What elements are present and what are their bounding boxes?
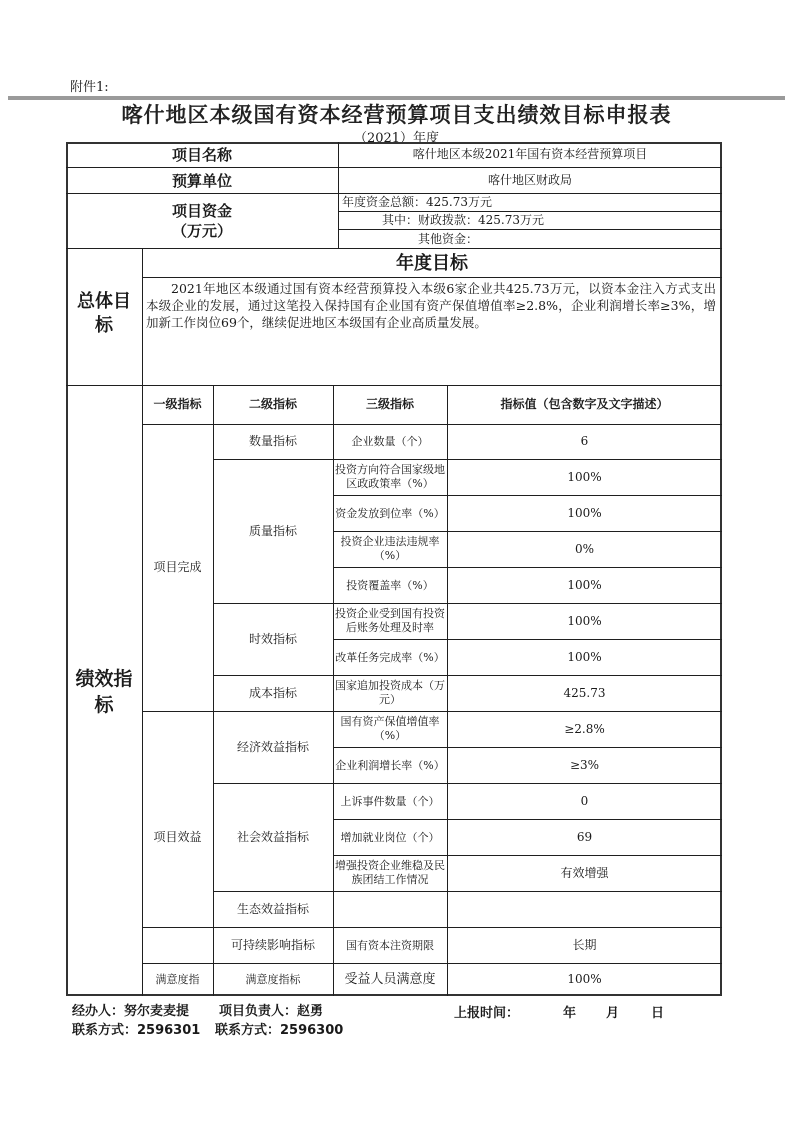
value-cell: 100%: [567, 613, 602, 628]
row-line: [338, 211, 722, 212]
goal-text: 2021年地区本级通过国有资本经营预算投入本级6家企业共425.73万元，以资本金注入方式支出本级企业的发展，通过这笔投入保持国有企业国有资产保值增值率≥2.8%，企业利润增长率≥3%，增加新工作岗位69个，继续促进地区本级国有企业高质量发展。: [146, 281, 716, 330]
goal-heading: 年度目标: [396, 252, 468, 274]
value-cell: 100%: [567, 577, 602, 592]
value-cell: 425.73: [563, 685, 606, 700]
row-line: [338, 229, 722, 230]
report-month: 月: [606, 1006, 620, 1021]
value-cell: 0: [580, 793, 589, 808]
indicators-side-label-line2: 标: [94, 694, 114, 716]
l2-social: 社会效益指标: [236, 829, 309, 844]
col-header-l3: 三级指标: [365, 397, 414, 411]
value-cell: 100%: [567, 972, 602, 986]
l3-cell: 改革任务完成率（%）: [335, 650, 445, 664]
value-cell: 100%: [567, 649, 602, 664]
goal-side-label: [66, 290, 142, 338]
col-header-value: 指标值（包含数字及文字描述）: [500, 397, 669, 411]
col-header-l1: 一级指标: [153, 397, 202, 411]
year-line: （2021）年度: [353, 131, 440, 146]
report-day: 日: [651, 1006, 665, 1021]
page-title: 喀什地区本级国有资本经营预算项目支出绩效目标申报表: [121, 103, 672, 127]
contact-2: 联系方式：2596300: [215, 1023, 344, 1038]
project-name-label: 项目名称: [171, 146, 232, 164]
l2-ecological: 生态效益指标: [236, 901, 309, 916]
l3-cell: 受益人员满意度: [344, 972, 436, 987]
value-cell: 100%: [567, 505, 602, 520]
value-cell: 69: [576, 829, 593, 844]
funds-total: 年度资金总额：425.73万元: [342, 195, 492, 209]
goal-side-label-line2: 标: [95, 315, 113, 336]
l3-cell: 投资覆盖率（%）: [346, 578, 434, 592]
project-lead: 项目负责人：赵勇: [219, 1004, 324, 1019]
l3-cell: 国有资本注资期限: [346, 938, 434, 952]
report-year: 年: [563, 1006, 577, 1021]
value-cell: 6: [580, 434, 589, 448]
l3-cell: 企业数量（个）: [351, 435, 429, 448]
funds-label: [66, 201, 338, 241]
attachment-label: 附件1:: [70, 80, 109, 95]
value-cell: [447, 891, 722, 927]
funds-fiscal: 其中：财政拨款：425.73万元: [382, 213, 544, 227]
value-cell: 0%: [574, 541, 595, 556]
l3-cell: 企业利润增长率（%）: [335, 758, 445, 772]
l2-satisfaction: 满意度指标: [245, 973, 301, 986]
l3-cell: 增强投资企业维稳及民族团结工作情况: [335, 859, 445, 886]
contact-1: 联系方式：2596301: [72, 1023, 201, 1038]
row-line: [66, 193, 722, 194]
funds-other: 其他资金：: [418, 232, 479, 246]
row-line: [142, 277, 722, 278]
funds-label-line2: （万元）: [171, 222, 232, 240]
budget-unit-label: 预算单位: [171, 171, 232, 190]
l3-cell: 投资方向符合国家级地区政政策率（%）: [335, 463, 445, 490]
budget-unit-value: 喀什地区财政局: [487, 172, 572, 187]
col-header-l2: 二级指标: [248, 397, 297, 411]
l2-timeliness: 时效指标: [248, 631, 297, 646]
l3-cell: 投资企业违法违规率（%）: [340, 535, 440, 562]
indicators-side-label-line1: 绩效指: [75, 668, 133, 690]
l2-economic: 经济效益指标: [236, 739, 309, 754]
l3-cell: 增加就业岗位（个）: [340, 830, 440, 844]
l2-sustainable: 可持续影响指标: [230, 937, 315, 952]
l3-cell: 上诉事件数量（个）: [340, 794, 440, 808]
value-cell: 100%: [567, 469, 602, 484]
project-name-value: 喀什地区本级2021年国有资本经营预算项目: [412, 147, 648, 161]
indicators-side-label: [66, 666, 142, 718]
l1-benefit: 项目效益: [153, 829, 202, 844]
l3-cell: 国家追加投资成本（万元）: [335, 679, 445, 706]
value-cell: ≥2.8%: [564, 721, 605, 736]
l3-cell: 资金发放到位率（%）: [335, 506, 445, 520]
row-line: [66, 248, 722, 249]
l3-cell: 投资企业受到国有投资后账务处理及时率: [335, 607, 445, 634]
goal-side-label-line1: 总体目: [77, 291, 131, 312]
l2-quality: 质量指标: [248, 523, 297, 538]
l1-completion: 项目完成: [153, 560, 202, 574]
l1-satisfaction: 满意度指: [155, 973, 200, 986]
report-time: 上报时间：: [454, 1006, 520, 1021]
l2-cost: 成本指标: [248, 685, 297, 700]
value-cell: 长期: [572, 937, 597, 952]
value-cell: ≥3%: [569, 757, 600, 772]
l2-quantity: 数量指标: [248, 434, 297, 448]
l3-cell: 国有资产保值增值率（%）: [340, 715, 440, 742]
l3-cell: [333, 891, 447, 927]
funds-label-line1: 项目资金: [171, 202, 232, 220]
value-cell: 有效增强: [560, 865, 609, 880]
handler: 经办人：努尔麦麦提: [72, 1004, 190, 1019]
